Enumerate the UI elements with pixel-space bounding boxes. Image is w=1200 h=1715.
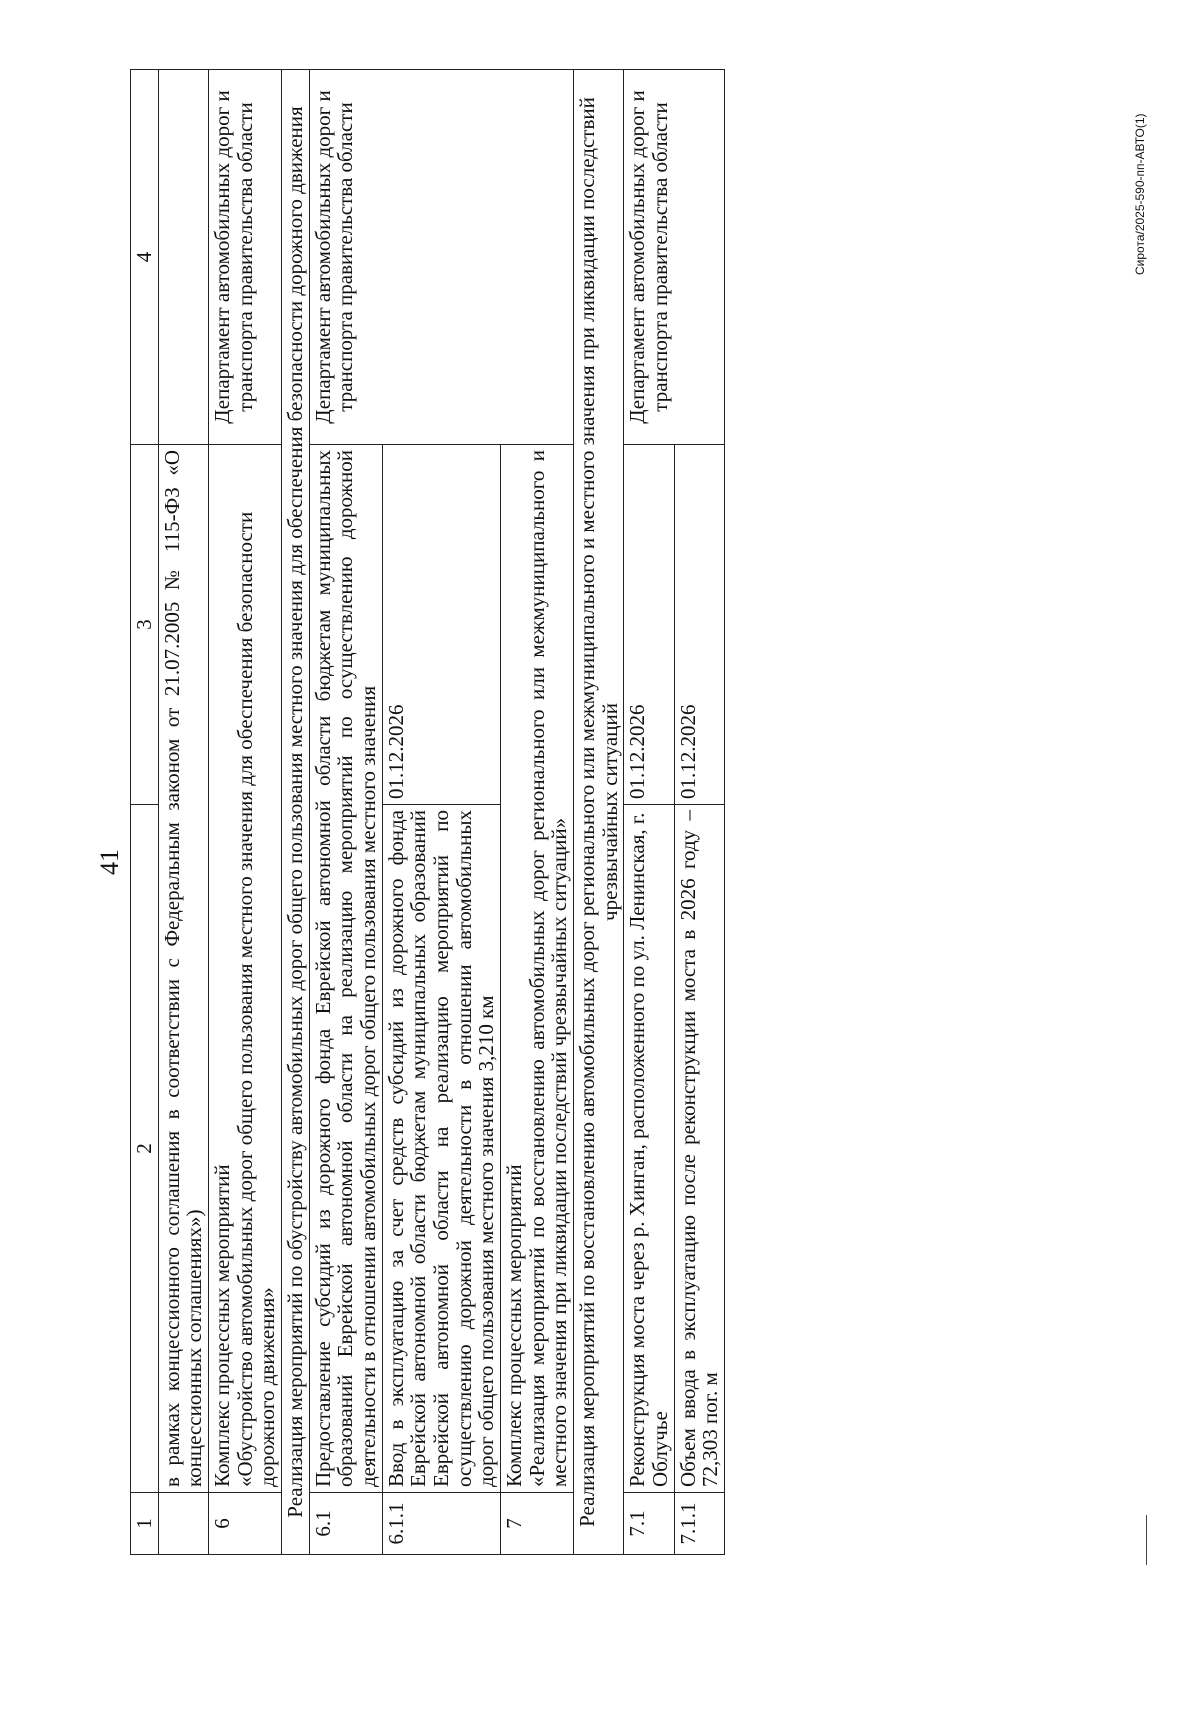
row-dept	[158, 70, 208, 445]
row-text: Реконструкция моста через р. Хинган, расположенного по ул. Ленинская, г. Облучье	[624, 805, 674, 1493]
row-date: 01.12.2026	[382, 445, 500, 805]
row-date: 01.12.2026	[624, 445, 674, 805]
table-row	[209, 70, 282, 1555]
activities-table	[130, 69, 725, 1555]
row-text: Объем ввода в эксплуатацию после реконструкции моста в 2026 году – 72,303 пог. м	[674, 805, 724, 1493]
table-row	[624, 70, 674, 1555]
table-row	[309, 70, 382, 1555]
section-title: Реализация мероприятий по восстановлению автомобильных дорог регионального или межмуниципального и местного значения при ликвидации последствий чрезвычайных ситуаций	[574, 70, 624, 1555]
row-number: 6.1.1	[382, 1493, 500, 1555]
header-col-1: 1	[131, 1493, 159, 1555]
row-dept: Департамент автомобильных дорог и транспорта правительства области	[309, 70, 573, 445]
table-row	[158, 70, 208, 1555]
row-dept: Департамент автомобильных дорог и транспорта правительства области	[209, 70, 282, 445]
row-text: Предоставление субсидий из дорожного фонда Еврейской автономной области бюджетам муниципальных образований Еврейской автономной области на реализацию мероприятий по осуществлению дорожной деятельности в отношении автомобильных дорог общего пользования местного значения	[309, 445, 382, 1493]
complex-label: Комплекс процессных мероприятий	[210, 1164, 235, 1487]
row-number	[158, 1493, 208, 1555]
page-number: 41	[95, 849, 124, 875]
row-number: 6	[209, 1493, 282, 1555]
complex-title: «Обустройство автомобильных дорог общего пользования местного значения для обеспечения безопасности дорожного движения»	[232, 511, 280, 1487]
row-number: 7.1.1	[674, 1493, 724, 1555]
row-text: Ввод в эксплуатацию за счет средств субсидий из дорожного фонда Еврейской автономной области бюджетам муниципальных образований Еврейской автономной области на реализацию мероприятий по осуществлению дорожной деятельности в отношении автомобильных дорог общего пользования местного значения 3,210 км	[382, 805, 500, 1493]
header-col-3: 3	[131, 445, 159, 805]
section-row	[574, 70, 624, 1555]
complex-label: Комплекс процессных мероприятий	[502, 1164, 527, 1487]
row-dept: Департамент автомобильных дорог и транспорта правительства области	[624, 70, 725, 445]
row-number: 7.1	[624, 1493, 674, 1555]
row-date: 01.12.2026	[674, 445, 724, 805]
header-col-2: 2	[131, 805, 159, 1493]
row-text	[209, 445, 282, 1493]
header-col-4: 4	[131, 70, 159, 445]
row-number: 6.1	[309, 1493, 382, 1555]
row-number: 7	[501, 1493, 574, 1555]
section-title: Реализация мероприятий по обустройству автомобильных дорог общего пользования местного значения для обеспечения безопасности дорожного движения	[282, 70, 310, 1555]
section-row	[282, 70, 310, 1555]
header-row	[131, 70, 159, 1555]
row-text: в рамках концессионного соглашения в соответствии с Федеральным законом от 21.07.2005 № 115-ФЗ «О концессионных соглашениях»)	[158, 445, 208, 1493]
document-code: Сирота/2025-590-пп-АВТО(1)	[1133, 113, 1147, 275]
row-text	[501, 445, 574, 1493]
margin-mark	[1146, 1515, 1147, 1565]
complex-title: «Реализация мероприятий по восстановлению автомобильных дорог регионального или межмуниципального и местного значения при ликвидации последствий чрезвычайных ситуаций»	[524, 450, 572, 1487]
